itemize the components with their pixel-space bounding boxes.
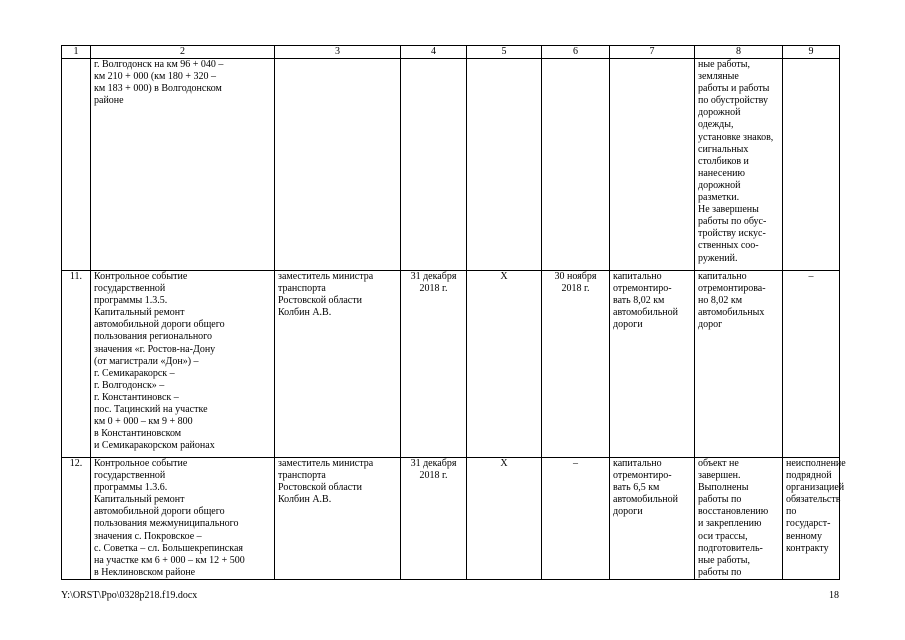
actual-date-cell bbox=[542, 59, 610, 271]
column-header-2: 2 bbox=[91, 46, 275, 59]
column-header-9: 9 bbox=[783, 46, 840, 59]
page-number: 18 bbox=[829, 590, 839, 601]
planned-result-cell: капитально отремонтиро- вать 8,02 км автомобильной дороги bbox=[610, 271, 695, 458]
row-number-cell: 12. bbox=[62, 458, 91, 580]
actual-date-cell: – bbox=[542, 458, 610, 580]
deviation-reason-cell: неисполнение подрядной организацией обязательств по государст- венному контракту bbox=[783, 458, 840, 580]
planned-result-cell bbox=[610, 59, 695, 271]
column-header-7: 7 bbox=[610, 46, 695, 59]
footer-file-path: Y:\ORST\Ppo\0328p218.f19.docx bbox=[61, 590, 198, 601]
deviation-reason-cell bbox=[783, 59, 840, 271]
column-header-4: 4 bbox=[401, 46, 467, 59]
actual-result-cell: объект не завершен. Выполнены работы по восстановлению и закреплению оси трассы, подготовитель- ные работы, работы по bbox=[695, 458, 783, 580]
report-table-container bbox=[61, 45, 846, 580]
row-number-cell: 11. bbox=[62, 271, 91, 458]
table-row-10-continuation bbox=[62, 59, 840, 271]
column-header-6: 6 bbox=[542, 46, 610, 59]
planned-date-cell: 31 декабря 2018 г. bbox=[401, 458, 467, 580]
planned-date-cell bbox=[401, 59, 467, 271]
column-5-cell: Х bbox=[467, 458, 542, 580]
actual-date-cell: 30 ноября 2018 г. bbox=[542, 271, 610, 458]
report-table bbox=[61, 45, 846, 580]
event-description-cell: г. Волгодонск на км 96 + 040 – км 210 + 000 (км 180 + 320 – км 183 + 000) в Волгодонском районе bbox=[91, 59, 275, 271]
actual-result-cell: ные работы, земляные работы и работы по обустройству дорожной одежды, установке знаков, сигнальных столбиков и нанесению дорожной разметки. Не завершены работы по обус- тройству искус- ственных соо- ружений. bbox=[695, 59, 783, 271]
deviation-reason-cell: – bbox=[783, 271, 840, 458]
column-5-cell bbox=[467, 59, 542, 271]
event-description-cell: Контрольное событие государственной программы 1.3.6. Капитальный ремонт автомобильной дороги общего пользования межмуниципального значения с. Покровское – с. Советка – сл. Большекрепинская на участке км 6 + 000 – км 12 + 500 в Неклиновском районе bbox=[91, 458, 275, 580]
column-header-5: 5 bbox=[467, 46, 542, 59]
column-5-cell: Х bbox=[467, 271, 542, 458]
responsible-person-cell bbox=[275, 59, 401, 271]
column-header-8: 8 bbox=[695, 46, 783, 59]
column-number-header-row bbox=[62, 46, 840, 59]
event-description-cell: Контрольное событие государственной программы 1.3.5. Капитальный ремонт автомобильной дороги общего пользования регионального значения «г. Ростов-на-Дону (от магистрали «Дон») – г. Семикаракорск – г. Волгодонск» – г. Константиновск – пос. Тацинский на участке км 0 + 000 – км 9 + 800 в Константиновском и Семикаракорском районах bbox=[91, 271, 275, 458]
responsible-person-cell: заместитель министра транспорта Ростовской области Колбин А.В. bbox=[275, 271, 401, 458]
row-number-cell bbox=[62, 59, 91, 271]
table-row-11 bbox=[62, 271, 840, 458]
column-header-1: 1 bbox=[62, 46, 91, 59]
planned-date-cell: 31 декабря 2018 г. bbox=[401, 271, 467, 458]
table-row-12 bbox=[62, 458, 840, 580]
actual-result-cell: капитально отремонтирова- но 8,02 км автомобильных дорог bbox=[695, 271, 783, 458]
responsible-person-cell: заместитель министра транспорта Ростовской области Колбин А.В. bbox=[275, 458, 401, 580]
planned-result-cell: капитально отремонтиро- вать 6,5 км автомобильной дороги bbox=[610, 458, 695, 580]
column-header-3: 3 bbox=[275, 46, 401, 59]
